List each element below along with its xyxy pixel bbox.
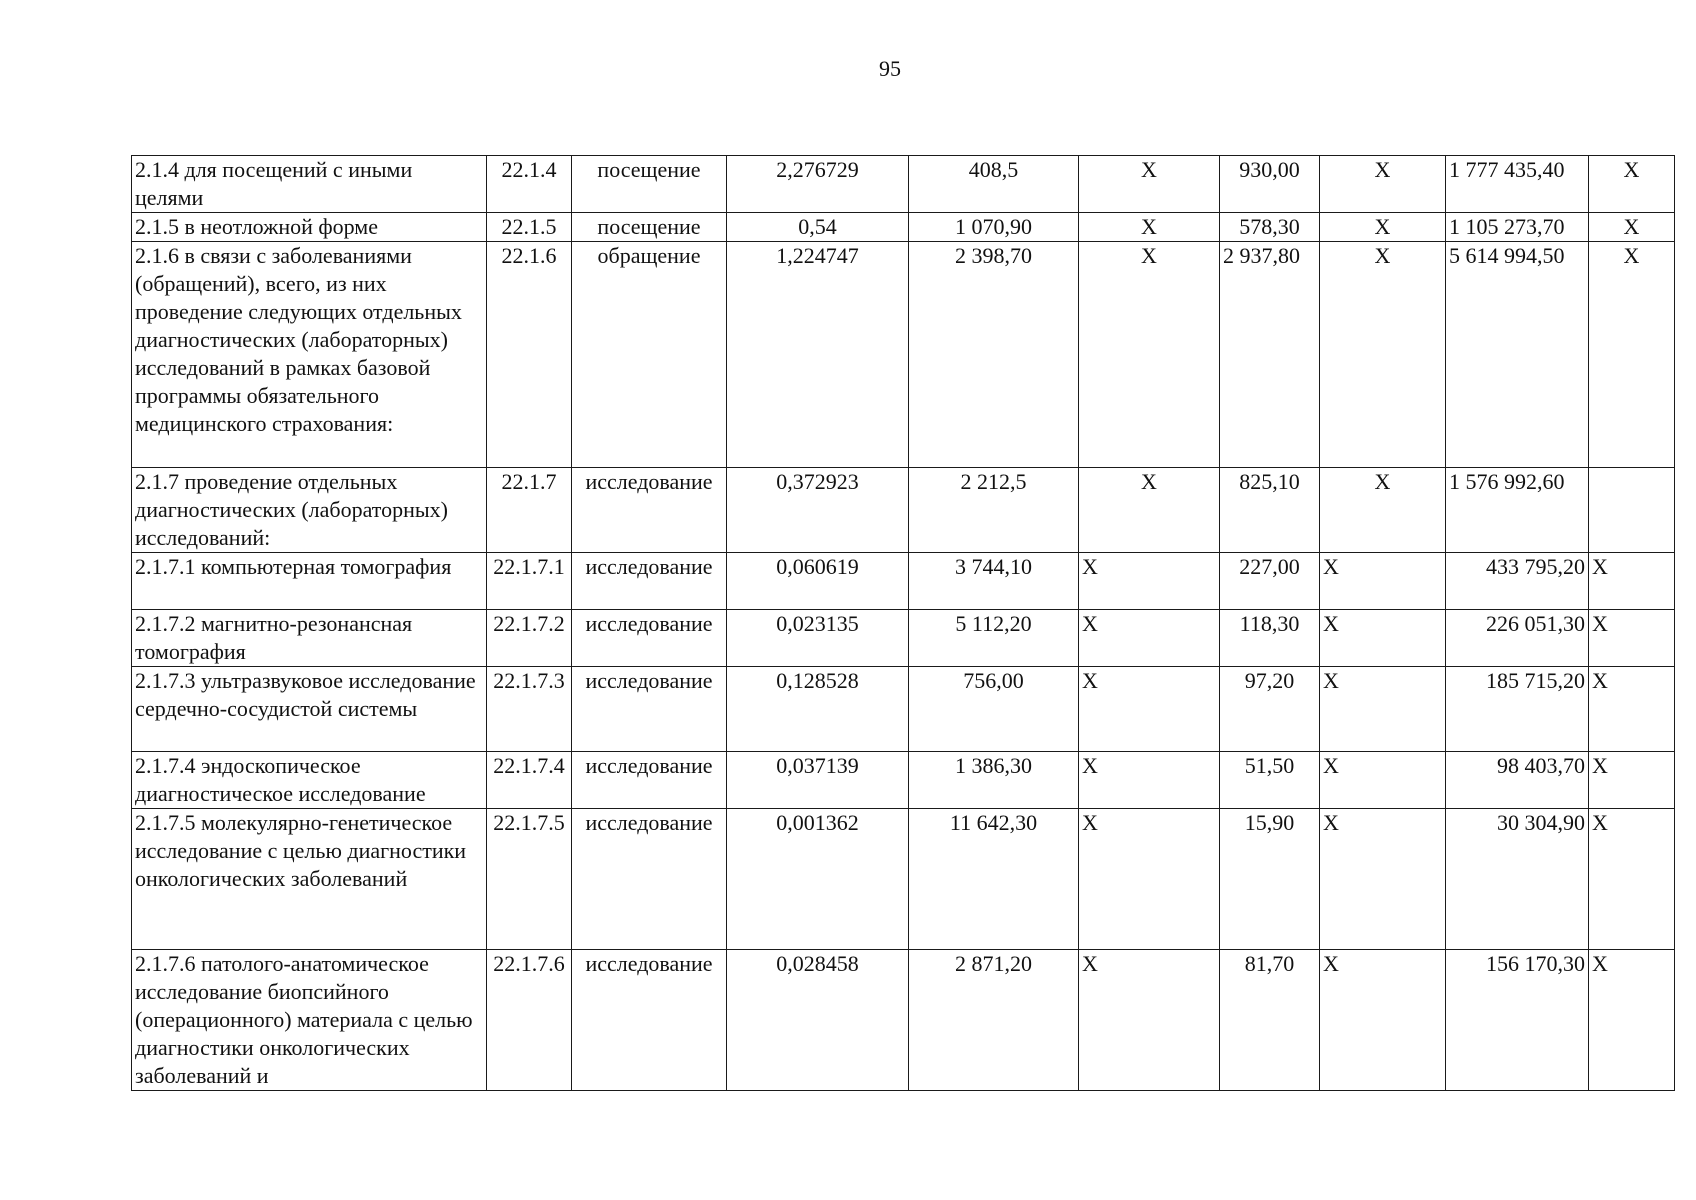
row-value-4: 81,70 bbox=[1220, 950, 1320, 1091]
table-row bbox=[132, 950, 1675, 1091]
row-name: 2.1.6 в связи с заболеваниями (обращений), всего, из них проведение следующих отдельных диагностических (лабораторных) исследований в рамках базовой программы обязательного медицинского страхования: bbox=[132, 242, 487, 468]
row-code: 22.1.4 bbox=[487, 156, 572, 213]
row-value-6: 433 795,20 bbox=[1446, 553, 1589, 610]
row-value-7: Х bbox=[1589, 156, 1675, 213]
row-value-7: Х bbox=[1589, 667, 1675, 752]
row-unit: исследование bbox=[572, 610, 727, 667]
row-value-6: 185 715,20 bbox=[1446, 667, 1589, 752]
row-unit: посещение bbox=[572, 156, 727, 213]
table-row bbox=[132, 752, 1675, 809]
row-value-4: 51,50 bbox=[1220, 752, 1320, 809]
row-value-4: 97,20 bbox=[1220, 667, 1320, 752]
row-value-2: 5 112,20 bbox=[909, 610, 1079, 667]
row-value-6: 5 614 994,50 bbox=[1446, 242, 1589, 468]
row-value-3: Х bbox=[1079, 468, 1220, 553]
row-value-4: 825,10 bbox=[1220, 468, 1320, 553]
row-value-7: Х bbox=[1589, 950, 1675, 1091]
table-row bbox=[132, 809, 1675, 950]
row-value-5: Х bbox=[1320, 156, 1446, 213]
row-value-2: 756,00 bbox=[909, 667, 1079, 752]
row-value-4: 118,30 bbox=[1220, 610, 1320, 667]
row-name: 2.1.7.1 компьютерная томография bbox=[132, 553, 487, 610]
row-value-5: Х bbox=[1320, 950, 1446, 1091]
row-value-5: Х bbox=[1320, 468, 1446, 553]
row-value-7: Х bbox=[1589, 242, 1675, 468]
row-code: 22.1.7.4 bbox=[487, 752, 572, 809]
row-value-1: 0,028458 bbox=[727, 950, 909, 1091]
row-value-3: Х bbox=[1079, 950, 1220, 1091]
row-value-1: 0,060619 bbox=[727, 553, 909, 610]
row-name: 2.1.7.2 магнитно-резонансная томография bbox=[132, 610, 487, 667]
row-code: 22.1.7 bbox=[487, 468, 572, 553]
row-name: 2.1.7.4 эндоскопическое диагностическое исследование bbox=[132, 752, 487, 809]
row-name: 2.1.7.6 патолого-анатомическое исследование биопсийного (операционного) материала с целью диагностики онкологических заболеваний и bbox=[132, 950, 487, 1091]
row-value-3: Х bbox=[1079, 242, 1220, 468]
row-code: 22.1.6 bbox=[487, 242, 572, 468]
row-name: 2.1.7.3 ультразвуковое исследование сердечно-сосудистой системы bbox=[132, 667, 487, 752]
row-unit: исследование bbox=[572, 950, 727, 1091]
row-unit: исследование bbox=[572, 553, 727, 610]
row-value-6: 30 304,90 bbox=[1446, 809, 1589, 950]
data-table bbox=[131, 155, 1675, 1091]
row-value-6: 98 403,70 bbox=[1446, 752, 1589, 809]
row-value-7: Х bbox=[1589, 752, 1675, 809]
row-code: 22.1.7.3 bbox=[487, 667, 572, 752]
row-unit: исследование bbox=[572, 667, 727, 752]
row-unit: посещение bbox=[572, 213, 727, 242]
row-value-3: Х bbox=[1079, 752, 1220, 809]
row-value-7: Х bbox=[1589, 610, 1675, 667]
row-unit: исследование bbox=[572, 809, 727, 950]
row-value-6: 156 170,30 bbox=[1446, 950, 1589, 1091]
row-value-2: 2 871,20 bbox=[909, 950, 1079, 1091]
row-value-2: 408,5 bbox=[909, 156, 1079, 213]
row-value-5: Х bbox=[1320, 809, 1446, 950]
row-value-6: 1 576 992,60 bbox=[1446, 468, 1589, 553]
row-value-6: 1 777 435,40 bbox=[1446, 156, 1589, 213]
row-value-5: Х bbox=[1320, 610, 1446, 667]
row-value-3: Х bbox=[1079, 809, 1220, 950]
row-value-7: Х bbox=[1589, 809, 1675, 950]
row-value-3: Х bbox=[1079, 667, 1220, 752]
row-value-7: Х bbox=[1589, 213, 1675, 242]
row-value-3: Х bbox=[1079, 213, 1220, 242]
row-value-4: 15,90 bbox=[1220, 809, 1320, 950]
table-row bbox=[132, 553, 1675, 610]
row-value-5: Х bbox=[1320, 213, 1446, 242]
row-code: 22.1.7.1 bbox=[487, 553, 572, 610]
row-value-5: Х bbox=[1320, 752, 1446, 809]
row-value-4: 578,30 bbox=[1220, 213, 1320, 242]
row-value-1: 0,128528 bbox=[727, 667, 909, 752]
row-value-6: 1 105 273,70 bbox=[1446, 213, 1589, 242]
row-value-4: 930,00 bbox=[1220, 156, 1320, 213]
row-name: 2.1.7 проведение отдельных диагностических (лабораторных) исследований: bbox=[132, 468, 487, 553]
row-value-1: 0,54 bbox=[727, 213, 909, 242]
row-value-2: 1 070,90 bbox=[909, 213, 1079, 242]
row-value-2: 11 642,30 bbox=[909, 809, 1079, 950]
row-value-1: 1,224747 bbox=[727, 242, 909, 468]
row-unit: исследование bbox=[572, 752, 727, 809]
row-name: 2.1.5 в неотложной форме bbox=[132, 213, 487, 242]
page-number: 95 bbox=[879, 56, 901, 81]
row-unit: обращение bbox=[572, 242, 727, 468]
row-value-1: 0,023135 bbox=[727, 610, 909, 667]
row-code: 22.1.7.6 bbox=[487, 950, 572, 1091]
table-row bbox=[132, 242, 1675, 468]
row-code: 22.1.7.2 bbox=[487, 610, 572, 667]
row-value-5: Х bbox=[1320, 553, 1446, 610]
row-value-5: Х bbox=[1320, 667, 1446, 752]
table-row bbox=[132, 156, 1675, 213]
row-value-1: 2,276729 bbox=[727, 156, 909, 213]
table-row bbox=[132, 667, 1675, 752]
row-value-2: 3 744,10 bbox=[909, 553, 1079, 610]
row-code: 22.1.7.5 bbox=[487, 809, 572, 950]
row-value-7 bbox=[1589, 468, 1675, 553]
row-name: 2.1.7.5 молекулярно-генетическое исследование с целью диагностики онкологических заболеваний bbox=[132, 809, 487, 950]
row-value-2: 2 212,5 bbox=[909, 468, 1079, 553]
row-value-1: 0,372923 bbox=[727, 468, 909, 553]
row-value-3: Х bbox=[1079, 156, 1220, 213]
row-code: 22.1.5 bbox=[487, 213, 572, 242]
row-value-1: 0,037139 bbox=[727, 752, 909, 809]
table-row bbox=[132, 610, 1675, 667]
row-unit: исследование bbox=[572, 468, 727, 553]
row-value-4: 227,00 bbox=[1220, 553, 1320, 610]
row-value-3: Х bbox=[1079, 553, 1220, 610]
row-value-3: Х bbox=[1079, 610, 1220, 667]
row-name: 2.1.4 для посещений с иными целями bbox=[132, 156, 487, 213]
row-value-6: 226 051,30 bbox=[1446, 610, 1589, 667]
row-value-2: 1 386,30 bbox=[909, 752, 1079, 809]
row-value-7: Х bbox=[1589, 553, 1675, 610]
table-row bbox=[132, 468, 1675, 553]
row-value-4: 2 937,80 bbox=[1220, 242, 1320, 468]
row-value-1: 0,001362 bbox=[727, 809, 909, 950]
row-value-5: Х bbox=[1320, 242, 1446, 468]
row-value-2: 2 398,70 bbox=[909, 242, 1079, 468]
table-row bbox=[132, 213, 1675, 242]
